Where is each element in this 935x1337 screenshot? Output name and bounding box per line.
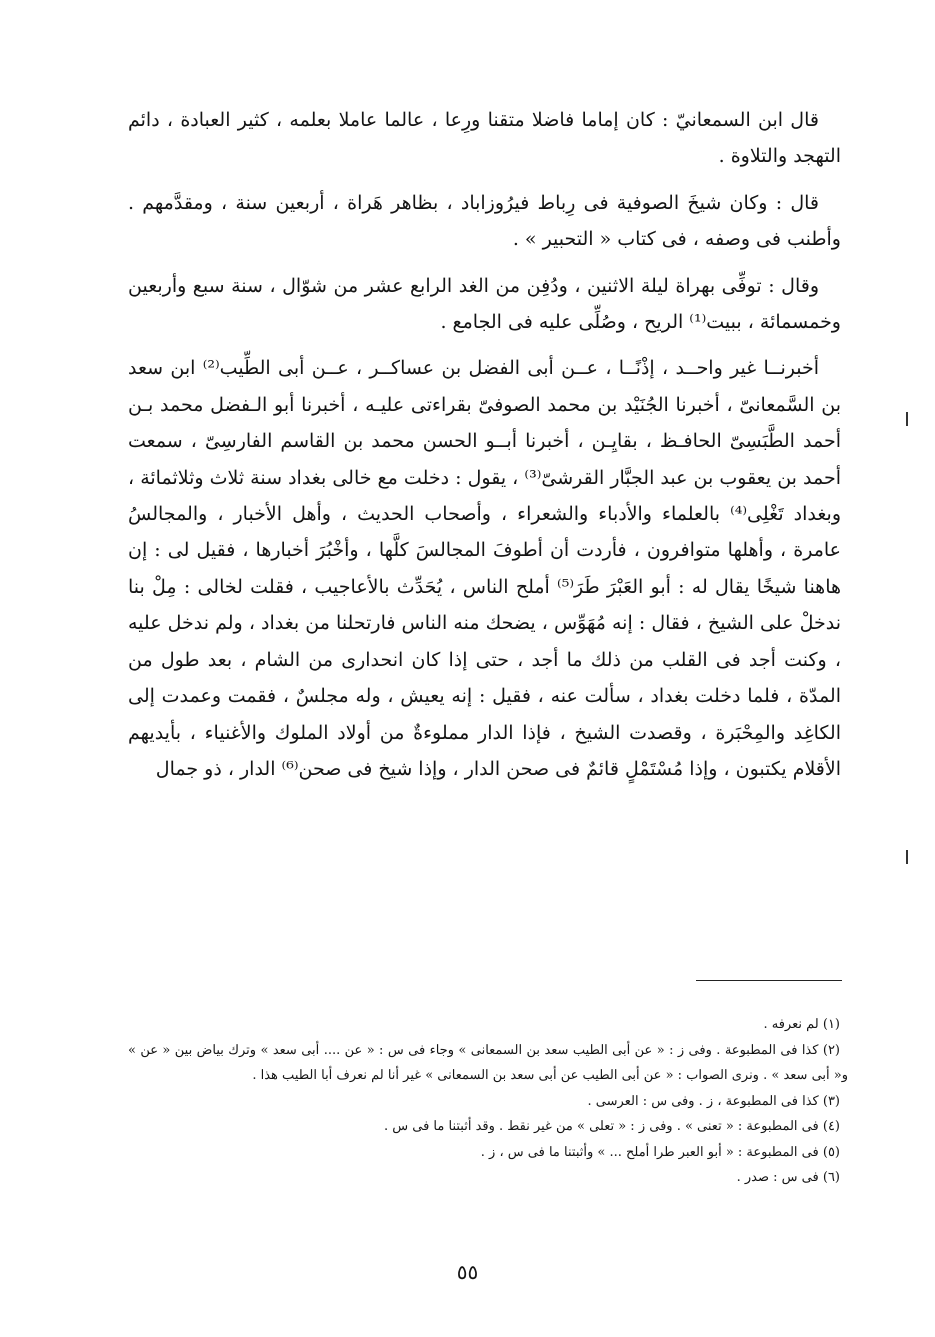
footnote-separator	[696, 980, 842, 981]
footnote-1: (١) لم نعرفه .	[763, 1017, 840, 1032]
main-text	[128, 102, 841, 787]
footnote-5: (٥) فى المطبوعة : « أبو العبر طرا أملح ... » وأثبتنا ما فى س ، ز .	[480, 1144, 840, 1160]
margin-mark-bottom	[906, 850, 908, 864]
footnote-2: (٢) كذا فى المطبوعة . وفى ز : « عن أبى الطيب سعد بن السمعانى » وجاء فى س : « عن .... أبى سعد » وترك بياض بين « عن » و« أبى سعد » . ونرى الصواب : « عن أبى الطيب عن أبى سعد بن السمعانى » غير أنا لم نعرف أبا الطيب هذا .	[128, 1042, 848, 1083]
paragraph-narration: أخبرنــا غير واحــد ، إذْنًــا ، عــن أبى الفضل بن عساكــر ، عــن أبى الطِّيب⁽²⁾ ابن سعد بن السَّمعانىّ ، أخبرنا الجُنَيْد بن محمد الصوفىّ بقراءتى عليـه ، أخبرنا أبو الـفضل محمد بـن أحمد الطَّبَسِىّ الحافـظ ، بقايِـن ، أخبرنا أبــو الحسن محمد بن القاسم الفارسِىّ ، سمعت أحمد بن يعقوب بن عبد الجبَّار القرشىّ⁽³⁾ ، يقول : دخلت مع خالى بغداد سنة ثلاث وثلاثمائة ، وبغداد تَغْلِى⁽⁴⁾ بالعلماء والأدباء والشعراء ، وأصحاب الحديث ، وأهل الأخبار ، والمجالسُ عامرة ، وأهلها متوافرون ، فأردت أن أطوفَ المجالسَ كلَّها ، وأخْبُرَ أخبارها ، فقيل لى : إن هاهنا شيخًا يقال له : أبو العَبْرَ طَرَ⁽⁵⁾ أملح الناس ، يُحَدِّث بالأعاجيب ، فقلت لخالى : مِلْ بنا ندخلْ على الشيخ ، فقال : إنه مُهَوِّس ، يضحك منه الناس فارتحلنا من بغداد ، ولم ندخل عليه ، وكنت أجد فى القلب من ذلك ما أجد ، حتى إذا كان انحدارى من الشام ، بعد طول من المدّة ، فلما دخلت بغداد ، سألت عنه ، فقيل : إنه يعيش ، وله مجلسٌ ، فقمت وعمدت إلى الكاغِد والمِحْبَرة ، وقصدت الشيخ ، فإذا الدار مملوءةٌ من أولاد الملوك والأغنياء ، بأيديهم الأقلام يكتبون ، وإذا مُسْتَمْلٍ قائمٌ فى صحن الدار ، وإذا شيخ فى صحن⁽⁶⁾ الدار ، ذو جمال	[128, 357, 842, 780]
footnotes	[128, 1012, 848, 1191]
footnote-6: (٦) فى س : صدر .	[736, 1170, 840, 1185]
footnote-3: (٣) كذا فى المطبوعة ، ز . وفى س : العرسى .	[587, 1093, 840, 1109]
paragraph-sufi-sheikh: قال : وكان شيخَ الصوفية فى رِباط فيرُوزاباد ، بظاهر هَراة ، أربعين سنة ، ومقدَّمهم . وأطنب فى وصفه ، فى كتاب « التحبير » .	[128, 191, 841, 251]
paragraph-ibn-samani: قال ابن السمعانيّ : كان إماما فاضلا متقنا ورِعا ، عالما عاملا بعلمه ، كثير العبادة ، دائم التهجد والتلاوة .	[128, 109, 841, 168]
footnote-4: (٤) فى المطبوعة : « تعنى » . وفى ز : « تعلى » من غير نقط . وقد أثبتنا ما فى س .	[383, 1119, 840, 1134]
margin-mark-top	[906, 412, 908, 426]
page-number: ٥٥	[456, 1260, 479, 1284]
paragraph-death: وقال : توفِّى بهراة ليلة الاثنين ، ودُفِن من الغد الرابع عشر من شوّال ، سنة سبع وأربعين وخمسمائة ، ببيت⁽¹⁾ الريح ، وصُلِّى عليه فى الجامع .	[128, 274, 841, 334]
